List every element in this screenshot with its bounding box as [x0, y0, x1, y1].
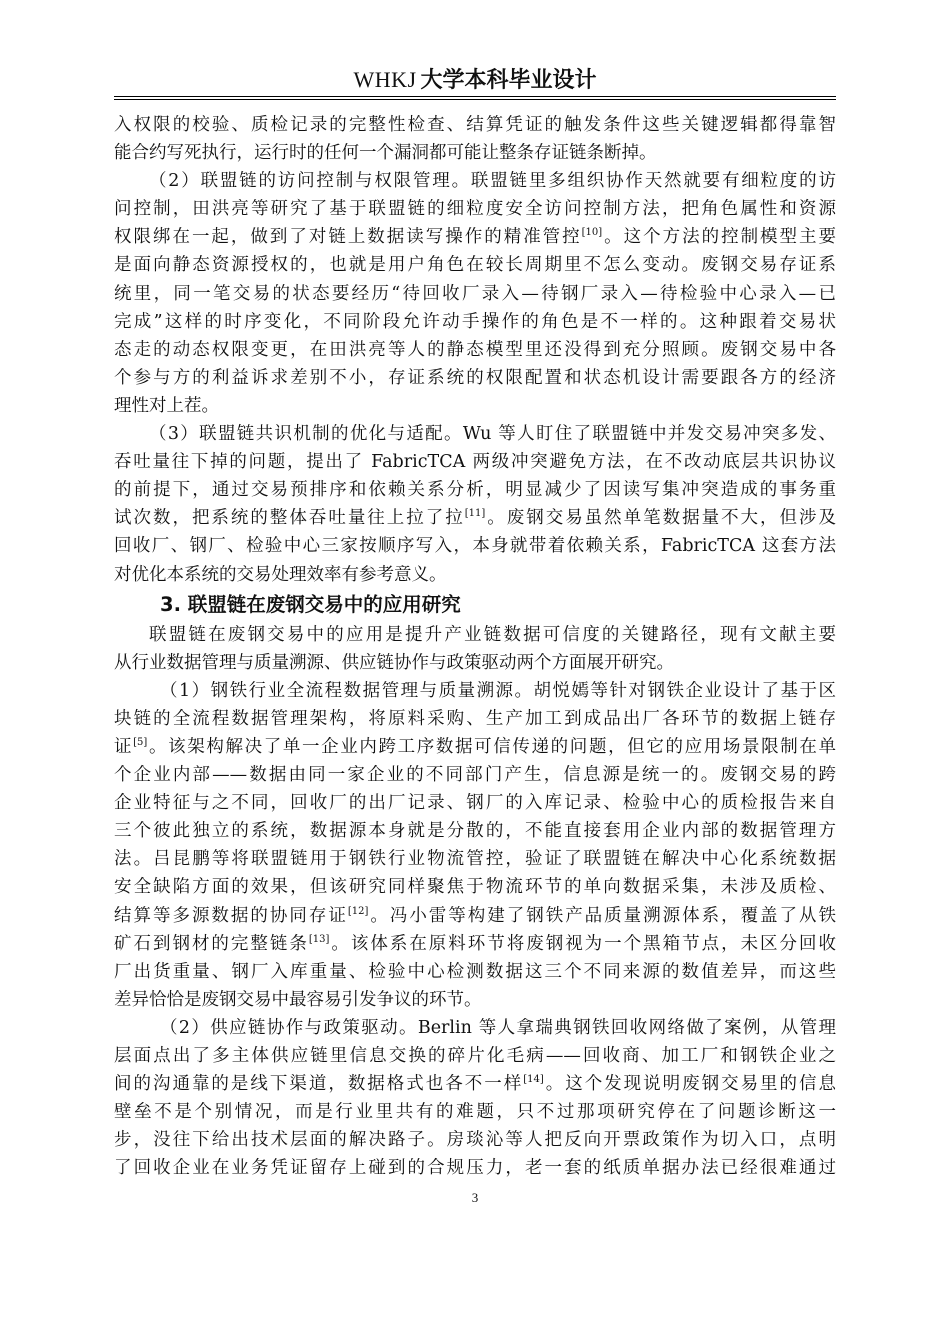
text-run: 。这个发现说明废钢交易里的信息 [543, 1074, 836, 1095]
text-run: 结算等多源数据的协同存证 [114, 905, 348, 926]
body-line: 法。吕昆鹏等将联盟链用于钢铁行业物流管控，验证了联盟链在解决中心化系统数据 [114, 849, 836, 870]
text-run: 。废钢交易虽然单笔数据量不大，但涉及 [485, 508, 836, 529]
header-rule-thick [114, 96, 836, 97]
body-line: 三个彼此独立的系统，数据源本身就是分散的，不能直接套用企业内部的数据管理方 [114, 821, 836, 842]
header-title: 大学本科毕业设计 [420, 68, 597, 93]
body-line: （1）钢铁行业全流程数据管理与质量溯源。胡悦嫣等针对钢铁企业设计了基于区 [160, 680, 836, 701]
body-line: 层面点出了多主体供应链里信息交换的碎片化毛病——回收商、加工厂和钢铁企业之 [114, 1046, 836, 1066]
text-run: 。冯小雷等构建了钢铁产品质量溯源体系，覆盖了从铁 [368, 905, 836, 926]
body-line [114, 902, 836, 930]
body-line: 完成”这样的时序变化，不同阶段允许动手操作的角色是不一样的。这种跟着交易状 [114, 311, 836, 332]
citation-5: [5] [133, 737, 148, 749]
body-line: 理性对上茬。 [114, 395, 219, 416]
body-line: 问控制，田洪亮等研究了基于联盟链的细粒度安全访问控制方法，把角色属性和资源 [114, 199, 836, 220]
body-line: 企业特征与之不同，回收厂的出厂记录、钢厂的入库记录、检验中心的质检报告来自 [114, 793, 836, 814]
text-run: 。这个方法的控制模型主要 [602, 227, 836, 248]
body-line [114, 223, 836, 251]
text-run: 矿石到钢材的完整链条 [114, 933, 309, 954]
body-line: 联盟链在废钢交易中的应用是提升产业链数据可信度的关键路径，现有文献主要 [149, 624, 836, 645]
text-run: 间的沟通靠的是线下渠道，数据格式也各不一样 [114, 1074, 524, 1095]
body-line: 厂出货重量、钢厂入库重量、检验中心检测数据这三个不同来源的数值差异，而这些 [114, 961, 836, 982]
page-body [114, 111, 836, 1182]
text-run: 权限绑在一起，做到了对链上数据读写操作的精准管控 [114, 227, 582, 248]
section-heading: 3. 联盟链在废钢交易中的应用研究 [160, 592, 461, 616]
citation-11: [11] [464, 508, 486, 520]
body-line: 块链的全流程数据管理架构，将原料采购、生产加工到成品出厂各环节的数据上链存 [114, 708, 836, 729]
body-line: 的前提下，通过交易预排序和依赖关系分析，明显减少了因读写集冲突造成的事务重 [114, 480, 836, 501]
body-line: 差异恰恰是废钢交易中最容易引发争议的环节。 [114, 989, 482, 1010]
body-line: （2）供应链协作与政策驱动。Berlin 等人拿瑞典钢铁回收网络做了案例，从管理 [160, 1017, 836, 1038]
body-line: 了回收企业在业务凭证留存上碰到的合规压力，老一套的纸质单据办法已经很难通过 [114, 1158, 836, 1179]
citation-12: [12] [347, 905, 369, 917]
body-line: 对优化本系统的交易处理效率有参考意义。 [114, 564, 447, 585]
text-run: 证 [114, 736, 134, 757]
text-run: 试次数，把系统的整体吞吐量往上拉了拉 [114, 508, 465, 529]
body-line: 是面向静态资源授权的，也就是用户角色在较长周期里不怎么变动。废钢交易存证系 [114, 255, 836, 276]
body-line [114, 733, 836, 761]
body-line: 吞吐量往下掉的问题，提出了 FabricTCA 两级冲突避免方法，在不改动底层共识协议 [114, 452, 836, 473]
page-number: 3 [471, 1190, 479, 1205]
citation-10: [10] [581, 227, 603, 239]
body-line: 从行业数据管理与质量溯源、供应链协作与政策驱动两个方面展开研究。 [114, 652, 674, 673]
body-line [114, 930, 836, 958]
body-line: 步，没往下给出技术层面的解决路子。房琰沁等人把反向开票政策作为切入口，点明 [114, 1130, 836, 1151]
text-run: 。该体系在原料环节将废钢视为一个黑箱节点，未区分回收 [329, 933, 836, 954]
body-line: 态走的动态权限变更，在田洪亮等人的静态模型里还没得到充分照顾。废钢交易中各 [114, 339, 836, 360]
body-line: 统里，同一笔交易的状态要经历“待回收厂录入—待钢厂录入—待检验中心录入—已 [114, 283, 836, 304]
header-code: WHKJ [353, 67, 417, 92]
citation-14: [14] [523, 1074, 544, 1086]
body-line: 壁垒不是个别情况，而是行业里共有的难题，只不过那项研究停在了问题诊断这一 [114, 1102, 836, 1123]
body-line: 入权限的校验、质检记录的完整性检查、结算凭证的触发条件这些关键逻辑都得靠智 [114, 115, 836, 135]
body-line [114, 504, 836, 532]
page-header [114, 66, 836, 95]
body-line: 安全缺陷方面的效果，但该研究同样聚焦于物流环节的单向数据采集，未涉及质检、 [114, 877, 836, 898]
header-rule-thin [114, 99, 836, 100]
body-line: （3）联盟链共识机制的优化与适配。Wu 等人盯住了联盟链中并发交易冲突多发、 [149, 424, 836, 445]
body-line: 个参与方的利益诉求差别不小，存证系统的权限配置和状态机设计需要跟各方的经济 [114, 367, 836, 388]
text-run: 。该架构解决了单一企业内跨工序数据可信传递的问题，但它的应用场景限制在单 [147, 736, 836, 757]
body-line: 回收厂、钢厂、检验中心三家按顺序写入，本身就带着依赖关系，FabricTCA 这套方法 [114, 536, 836, 557]
body-line: 个企业内部——数据由同一家企业的不同部门产生，信息源是统一的。废钢交易的跨 [114, 765, 836, 786]
body-line: （2）联盟链的访问控制与权限管理。联盟链里多组织协作天然就要有细粒度的访 [149, 171, 836, 192]
body-line: 能合约写死执行，运行时的任何一个漏洞都可能让整条存证链条断掉。 [114, 143, 657, 164]
citation-13: [13] [308, 933, 330, 945]
body-line [114, 1070, 836, 1098]
